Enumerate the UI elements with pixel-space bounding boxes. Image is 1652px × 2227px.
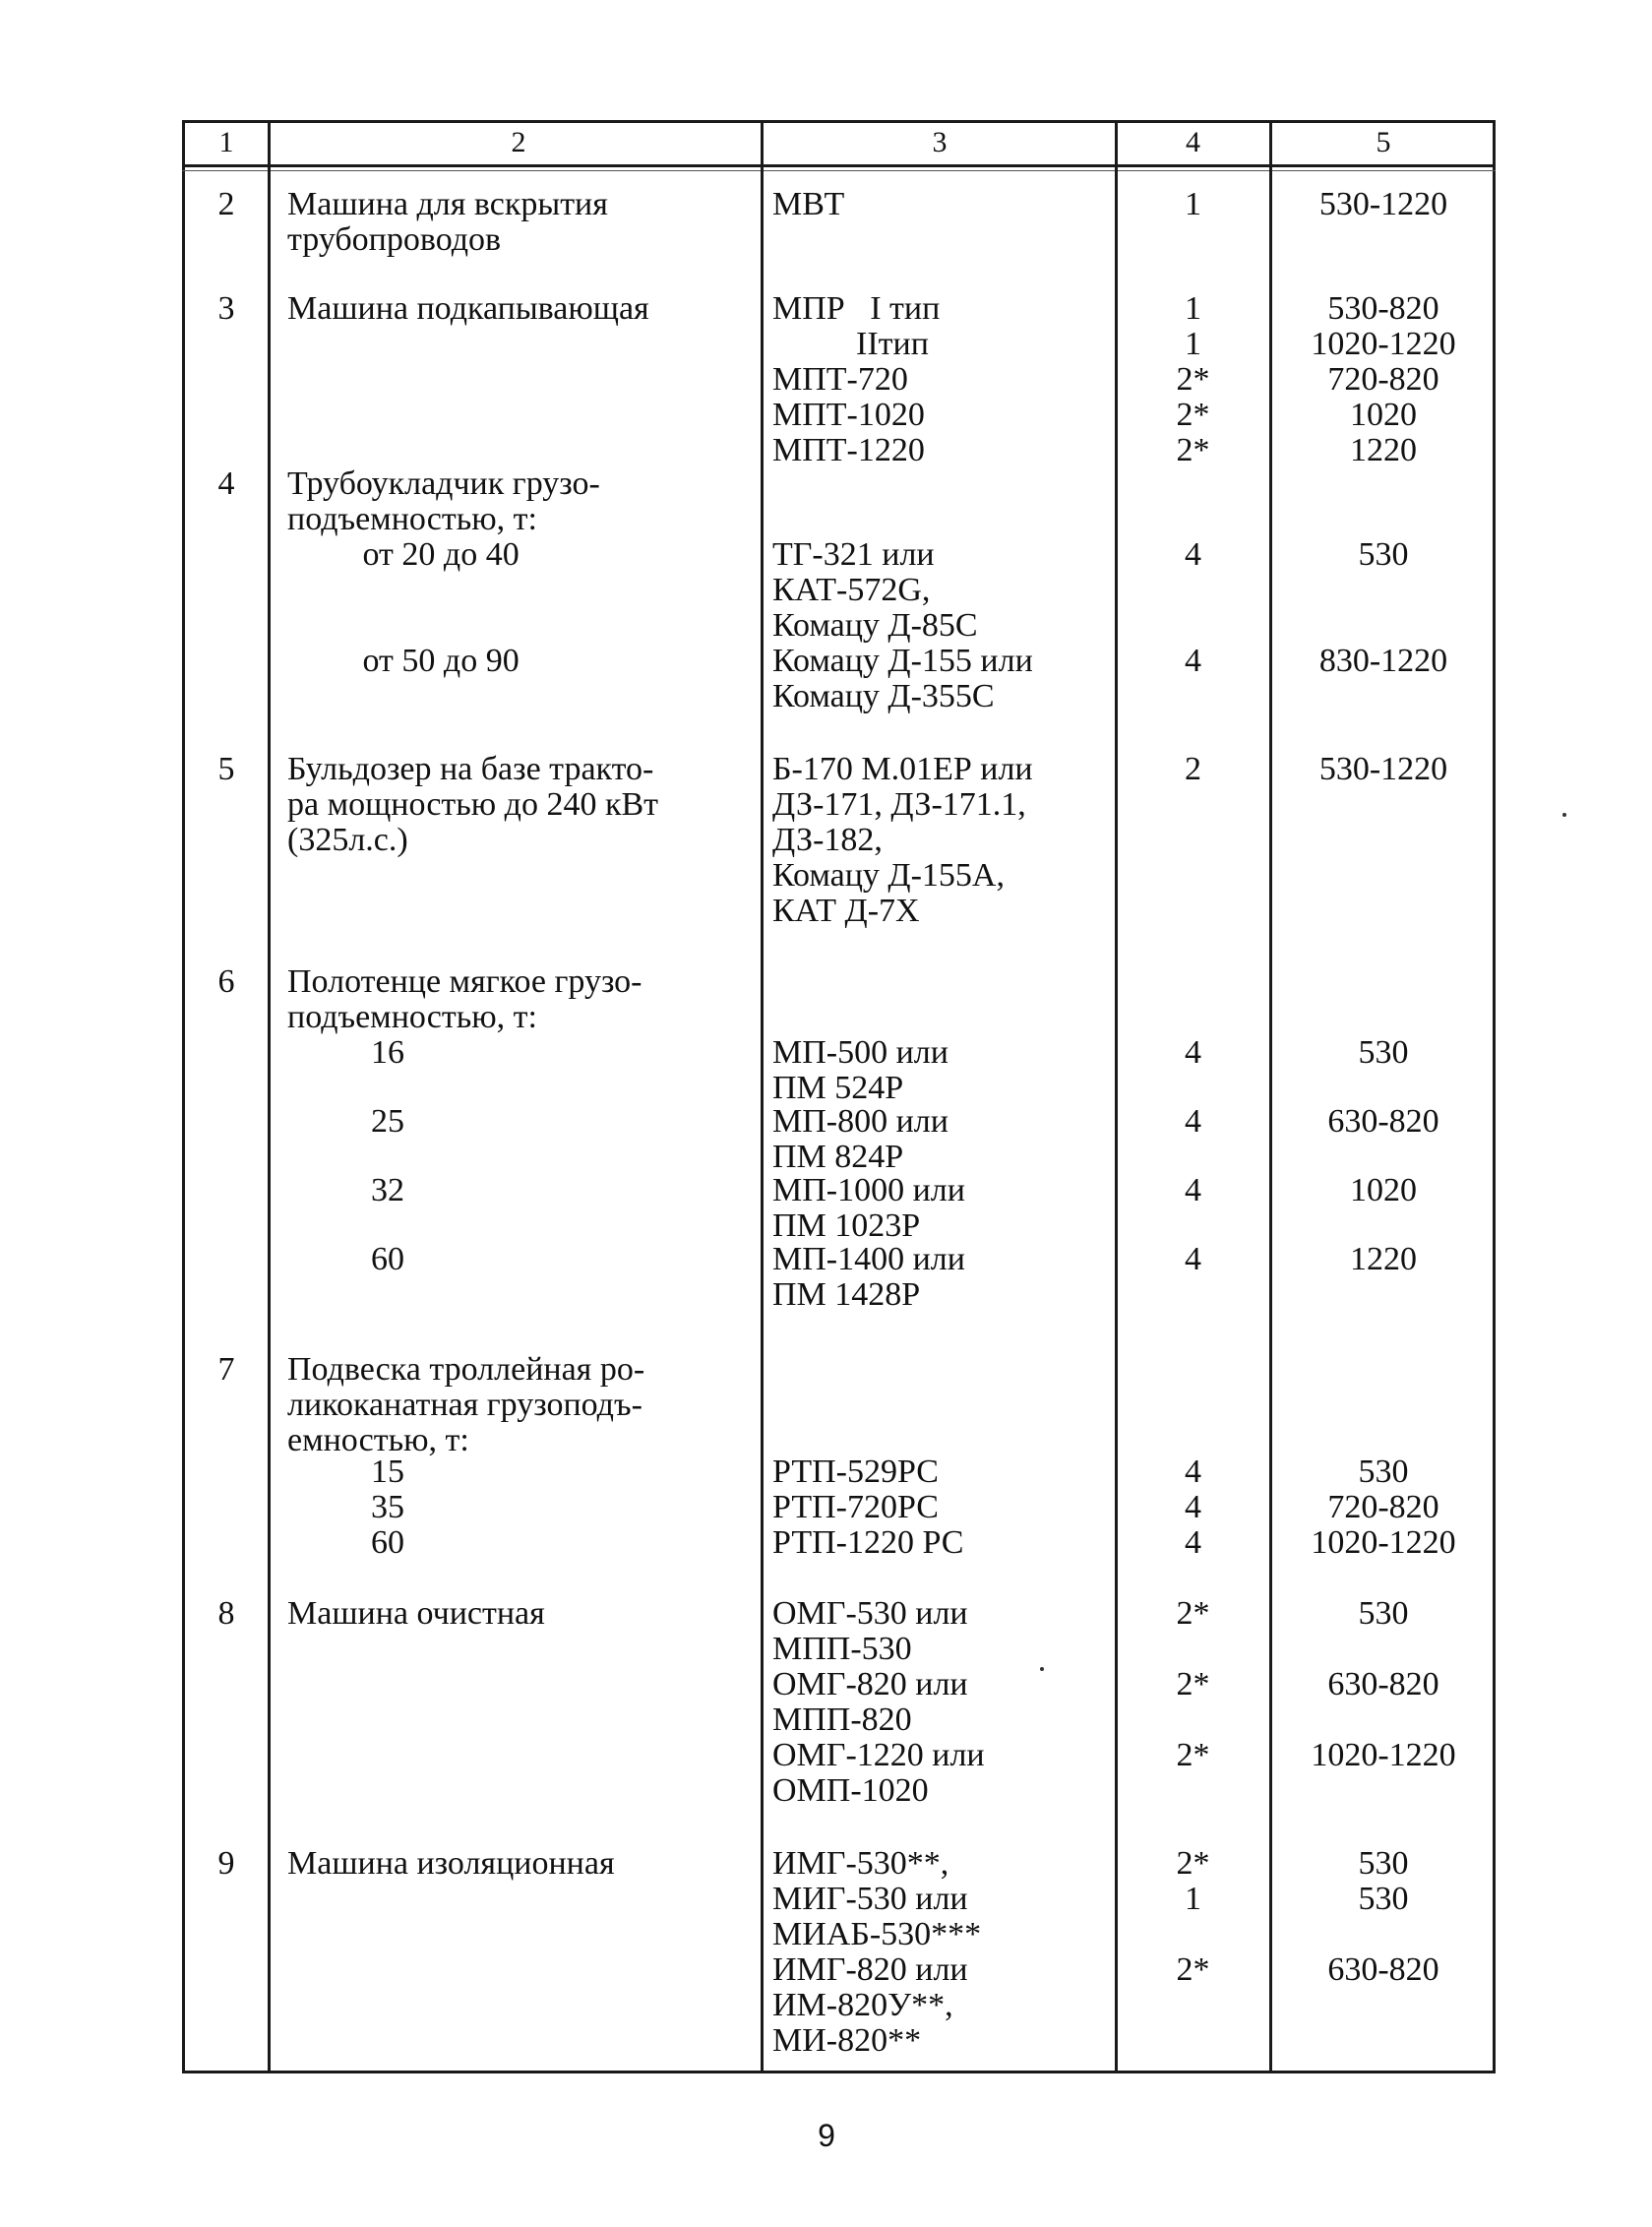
equipment-name: Бульдозер на базе тракто- ра мощностью до 240 кВт (325л.с.) — [287, 751, 659, 858]
column-header-2: 2 — [511, 126, 526, 158]
pipe-diameter: 1020 — [1350, 1172, 1417, 1208]
row-number: 3 — [217, 290, 235, 327]
column-divider — [268, 120, 271, 2073]
scan-speck — [1562, 813, 1566, 817]
equipment-model: МП-500 или ПМ 524Р — [772, 1034, 948, 1106]
equipment-quantity: 4 — [1185, 1034, 1201, 1071]
equipment-quantity: 4 — [1185, 1103, 1201, 1140]
equipment-model: ОМГ-530 или МПП-530 ОМГ-820 или МПП-820 ОМГ-1220 или ОМП-1020 — [772, 1595, 985, 1809]
header-rule-secondary — [182, 170, 1496, 171]
pipe-diameter: 830-1220 — [1318, 643, 1448, 679]
equipment-subcategory: 25 — [287, 1103, 404, 1140]
row-number: 7 — [217, 1351, 235, 1388]
equipment-model: МП-800 или ПМ 824Р — [772, 1103, 948, 1175]
row-number: 6 — [217, 963, 235, 1000]
pipe-diameter: 530 630-820 1020-1220 — [1311, 1595, 1456, 1773]
equipment-model: РТП-529РС РТП-720РС РТП-1220 РС — [772, 1454, 964, 1561]
header-rule — [182, 164, 1496, 167]
pipe-diameter: 630-820 — [1327, 1103, 1439, 1140]
equipment-model: ТГ-321 или КАТ-572G, Комацу Д-85С — [772, 536, 978, 644]
equipment-model: МВТ — [772, 186, 845, 222]
scan-speck — [1040, 1667, 1044, 1671]
row-number: 8 — [217, 1595, 235, 1632]
equipment-quantity: 2 — [1185, 751, 1201, 787]
pipe-diameter: 530-1220 — [1318, 751, 1448, 787]
equipment-name: Подвеска троллейная ро- ликоканатная грузоподъ- емностью, т: — [287, 1351, 645, 1458]
equipment-subcategory: 15 35 60 — [371, 1454, 404, 1561]
equipment-name: Машина изоляционная — [287, 1845, 615, 1882]
equipment-name: Полотенце мягкое грузо- подъемностью, т: — [287, 963, 642, 1035]
equipment-name: Машина подкапывающая — [287, 290, 649, 327]
equipment-model: МПР I тип IIтип МПТ-720 МПТ-1020 МПТ-1220 — [772, 290, 941, 468]
equipment-subcategory: 32 — [287, 1172, 404, 1208]
equipment-quantity: 2* 2* 2* — [1176, 1595, 1210, 1773]
pipe-diameter: 530 530 630-820 — [1327, 1845, 1439, 1988]
pipe-diameter: 1220 — [1350, 1241, 1417, 1277]
pipe-diameter: 530 720-820 1020-1220 — [1311, 1454, 1456, 1561]
pipe-diameter: 530-820 1020-1220 720-820 1020 1220 — [1311, 290, 1456, 468]
equipment-subcategory: от 50 до 90 — [287, 643, 520, 679]
equipment-quantity: 4 — [1185, 1241, 1201, 1277]
equipment-model: ИМГ-530**, МИГ-530 или МИАБ-530*** ИМГ-820 или ИМ-820У**, МИ-820** — [772, 1845, 982, 2059]
column-header-5: 5 — [1376, 126, 1391, 158]
equipment-subcategory: от 20 до 40 — [287, 536, 520, 573]
equipment-name: Трубоукладчик грузо- подъемностью, т: — [287, 465, 600, 537]
column-header-1: 1 — [218, 126, 234, 158]
equipment-quantity: 4 — [1185, 536, 1201, 573]
equipment-model: МП-1000 или ПМ 1023Р — [772, 1172, 965, 1244]
equipment-quantity: 1 — [1185, 186, 1201, 222]
equipment-model: Комацу Д-155 или Комацу Д-355С — [772, 643, 1033, 714]
equipment-quantity: 2* 1 2* — [1176, 1845, 1210, 1988]
pipe-diameter: 530-1220 — [1318, 186, 1448, 222]
row-number: 5 — [217, 751, 235, 787]
row-number: 9 — [217, 1845, 235, 1882]
equipment-quantity: 4 — [1185, 643, 1201, 679]
equipment-model: Б-170 М.01ЕР или ДЗ-171, ДЗ-171.1, ДЗ-182, Комацу Д-155А, КАТ Д-7Х — [772, 751, 1033, 929]
column-divider — [761, 120, 764, 2073]
column-divider — [1269, 120, 1272, 2073]
equipment-subcategory: 16 — [287, 1034, 404, 1071]
equipment-quantity: 1 1 2* 2* 2* — [1176, 290, 1210, 468]
column-header-4: 4 — [1186, 126, 1200, 158]
page-number: 9 — [818, 2118, 835, 2153]
pipe-diameter: 530 — [1358, 536, 1409, 573]
row-number: 2 — [217, 186, 235, 222]
equipment-quantity: 4 — [1185, 1172, 1201, 1208]
pipe-diameter: 530 — [1358, 1034, 1409, 1071]
equipment-name: Машина для вскрытия трубопроводов — [287, 186, 608, 258]
equipment-model: МП-1400 или ПМ 1428Р — [772, 1241, 965, 1313]
equipment-subcategory: 60 — [287, 1241, 404, 1277]
row-number: 4 — [217, 465, 235, 502]
equipment-quantity: 4 4 4 — [1185, 1454, 1201, 1561]
column-divider — [1115, 120, 1118, 2073]
column-header-3: 3 — [932, 126, 948, 158]
equipment-name: Машина очистная — [287, 1595, 545, 1632]
